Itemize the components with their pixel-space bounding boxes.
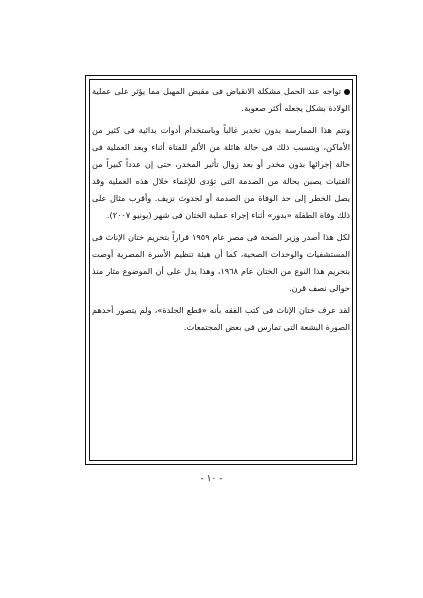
paragraph-1 xyxy=(92,83,350,117)
paragraph-2: وتتم هذا الممارسة بدون تخدير غالباً وباستخدام أدوات بدائية فى كثير من الأماكن، ويتسبب ذلك فى حالة هائلة من الألم للفتاة أثناء وبعد العملية فى حالة إجرائها بدون مخدر أو بعد زوال تأثير المخدر، حتى إن عدداً كبيراً من الفتيات يصبن بحالة من الصدمة التى تؤدى للإغماء خلال هذه العملية وقد يصل الخطر إلى حد الوفاة من الصدمة أو لحدوث نزيف. وأقرب مثال على ذلك وفاة الطفلة «بدور» أثناء إجراء عملية الختان فى شهر (يونيو ٢٠٠٧). xyxy=(92,125,350,220)
paragraph-4: لقد عرف ختان الإناث فى كتب الفقه بأنه «قطع الجلدة»، ولم يتصور أحدهم الصورة البشعة التى تمارس فى بعض المجتمعات. xyxy=(92,305,350,332)
paragraph-1-text: تواجه عند الحمل مشكلة الانقباض فى مقبض المهبل مما يؤثر على عملية الولادة بشكل يجعله أكثر صعوبة. xyxy=(92,86,350,113)
bullet-icon xyxy=(344,89,350,95)
text-body xyxy=(92,83,350,341)
paragraph-3: لكل هذا أصدر وزير الصحة فى مصر عام ١٩٥٩ قراراً بتحريم ختان الإناث فى المستشفيات والوحدات الصحية، كما أن هيئة تنظيم الأسرة المصرية أوصت بتحريم هذا النوع من الختان عام ١٩٦٨، وهذا يدل على أن الموضوع مثار منذ حوالى نصف قرن. xyxy=(92,232,350,293)
page-number: - ١٠ - xyxy=(200,474,223,484)
